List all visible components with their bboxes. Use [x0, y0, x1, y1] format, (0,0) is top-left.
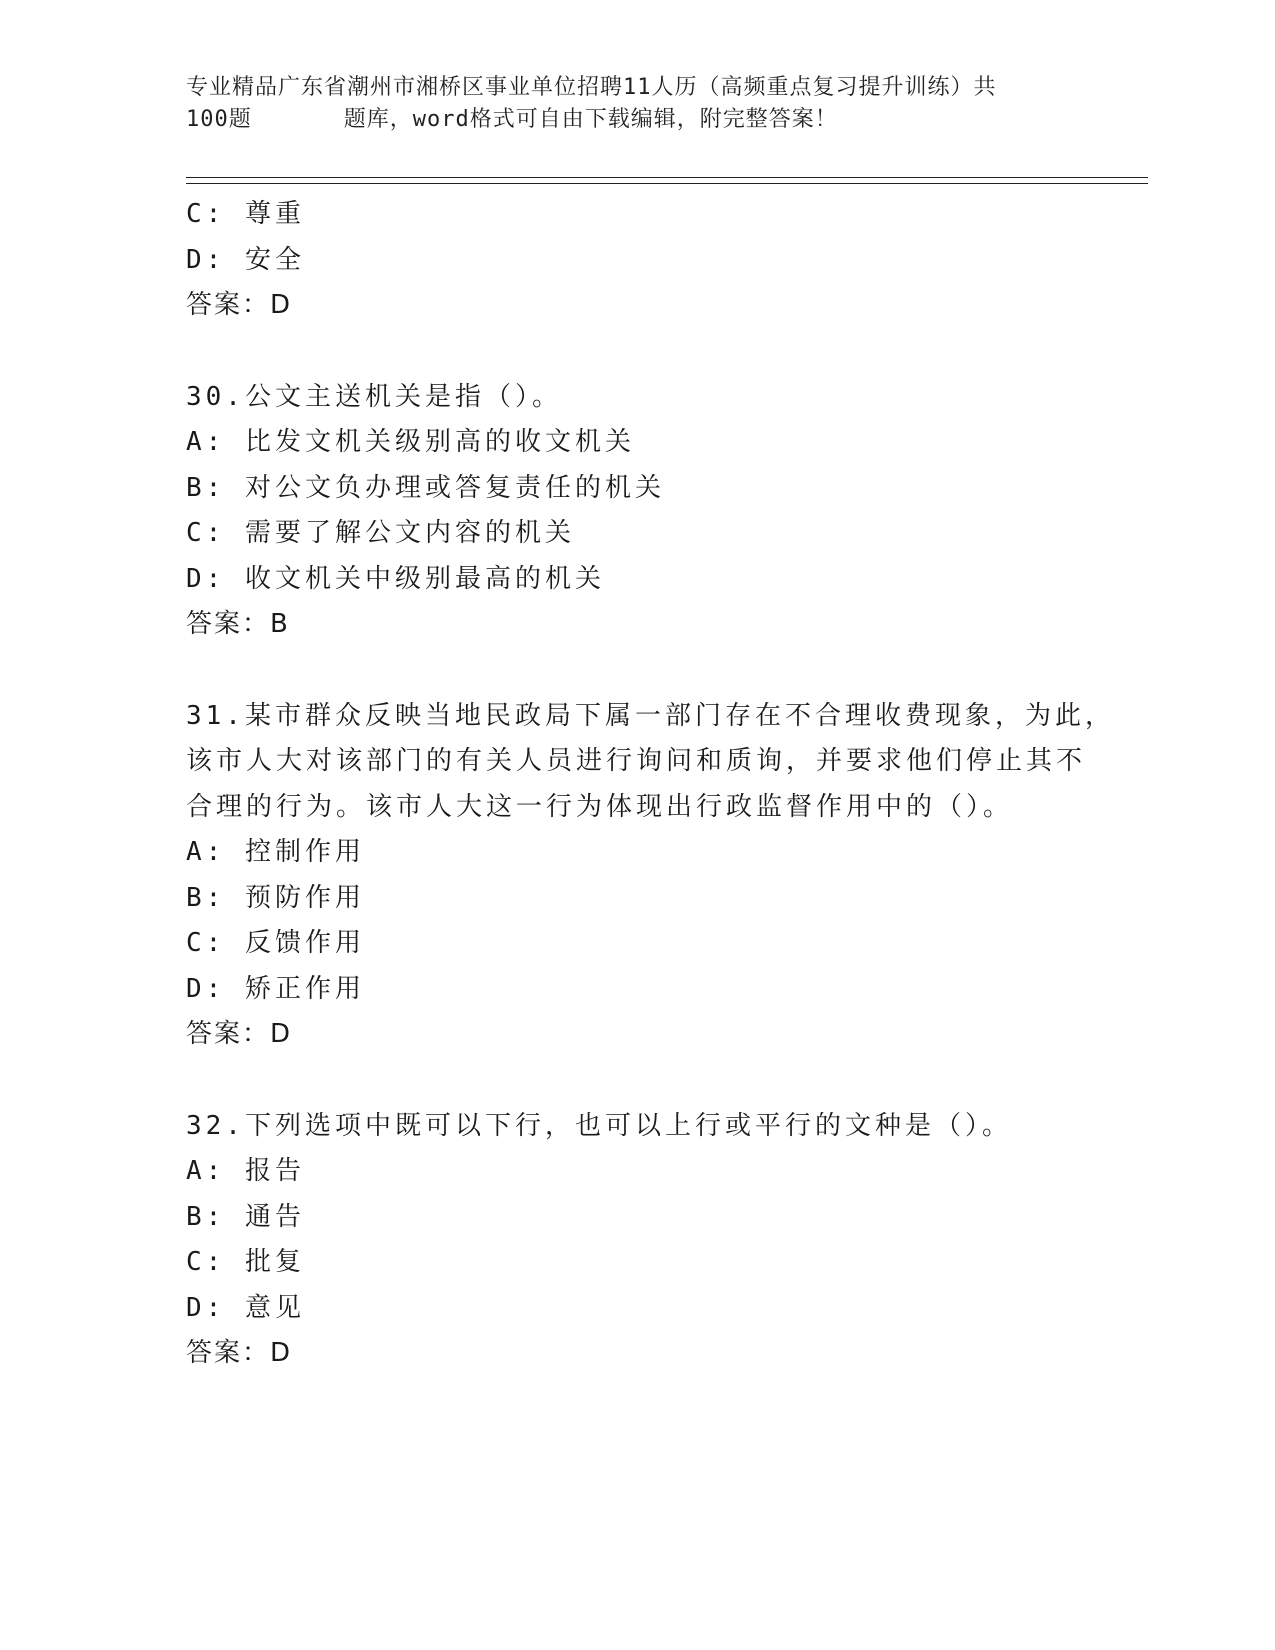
question-block-32 — [186, 1104, 1086, 1377]
document-header — [186, 72, 1086, 136]
option-d: D: 安全 — [186, 244, 305, 275]
question-stem: 31.某市群众反映当地民政局下属一部门存在不合理收费现象，为此， — [186, 700, 1115, 731]
header-title-line-1: 专业精品广东省潮州市湘桥区事业单位招聘11人历（高频重点复习提升训练）共 — [186, 75, 997, 100]
option-c: C: 需要了解公文内容的机关 — [186, 518, 575, 548]
option-c: C: 反馈作用 — [186, 928, 365, 958]
option-b: B: 对公文负办理或答复责任的机关 — [186, 472, 665, 503]
answer-text: 答案：D — [186, 290, 293, 320]
option-b: B: 通告 — [186, 1201, 305, 1232]
option-c: C: 尊重 — [186, 199, 305, 229]
question-stem: 30.公文主送机关是指（）。 — [186, 381, 562, 412]
option-a: A: 控制作用 — [186, 837, 365, 867]
answer-text: 答案：B — [186, 609, 290, 639]
question-block-30 — [186, 375, 1086, 648]
question-stem: 32.下列选项中既可以下行，也可以上行或平行的文种是（）。 — [186, 1110, 1012, 1141]
question-stem-continued: 合理的行为。该市人大这一行为体现出行政监督作用中的（）。 — [186, 791, 1014, 822]
option-d: D: 收文机关中级别最高的机关 — [186, 563, 605, 594]
spacer — [186, 1058, 1086, 1104]
header-rule-bottom — [186, 183, 1148, 184]
header-rule-top — [186, 177, 1148, 178]
option-a: A: 比发文机关级别高的收文机关 — [186, 427, 635, 457]
option-c: C: 批复 — [186, 1247, 305, 1277]
question-stem-continued: 该市人大对该部门的有关人员进行询问和质询，并要求他们停止其不 — [186, 746, 1087, 776]
question-block-29 — [186, 192, 1086, 329]
option-b: B: 预防作用 — [186, 882, 365, 913]
header-title-line-2: 100题 题库，word格式可自由下载编辑，附完整答案！ — [186, 107, 838, 132]
option-d: D: 意见 — [186, 1292, 305, 1323]
question-list — [186, 192, 1115, 1377]
option-d: D: 矫正作用 — [186, 973, 365, 1004]
answer-text: 答案：D — [186, 1019, 293, 1049]
spacer — [186, 329, 1086, 375]
answer-text: 答案：D — [186, 1338, 293, 1368]
spacer — [186, 648, 1086, 694]
option-a: A: 报告 — [186, 1156, 305, 1186]
question-block-31 — [186, 694, 1115, 1058]
